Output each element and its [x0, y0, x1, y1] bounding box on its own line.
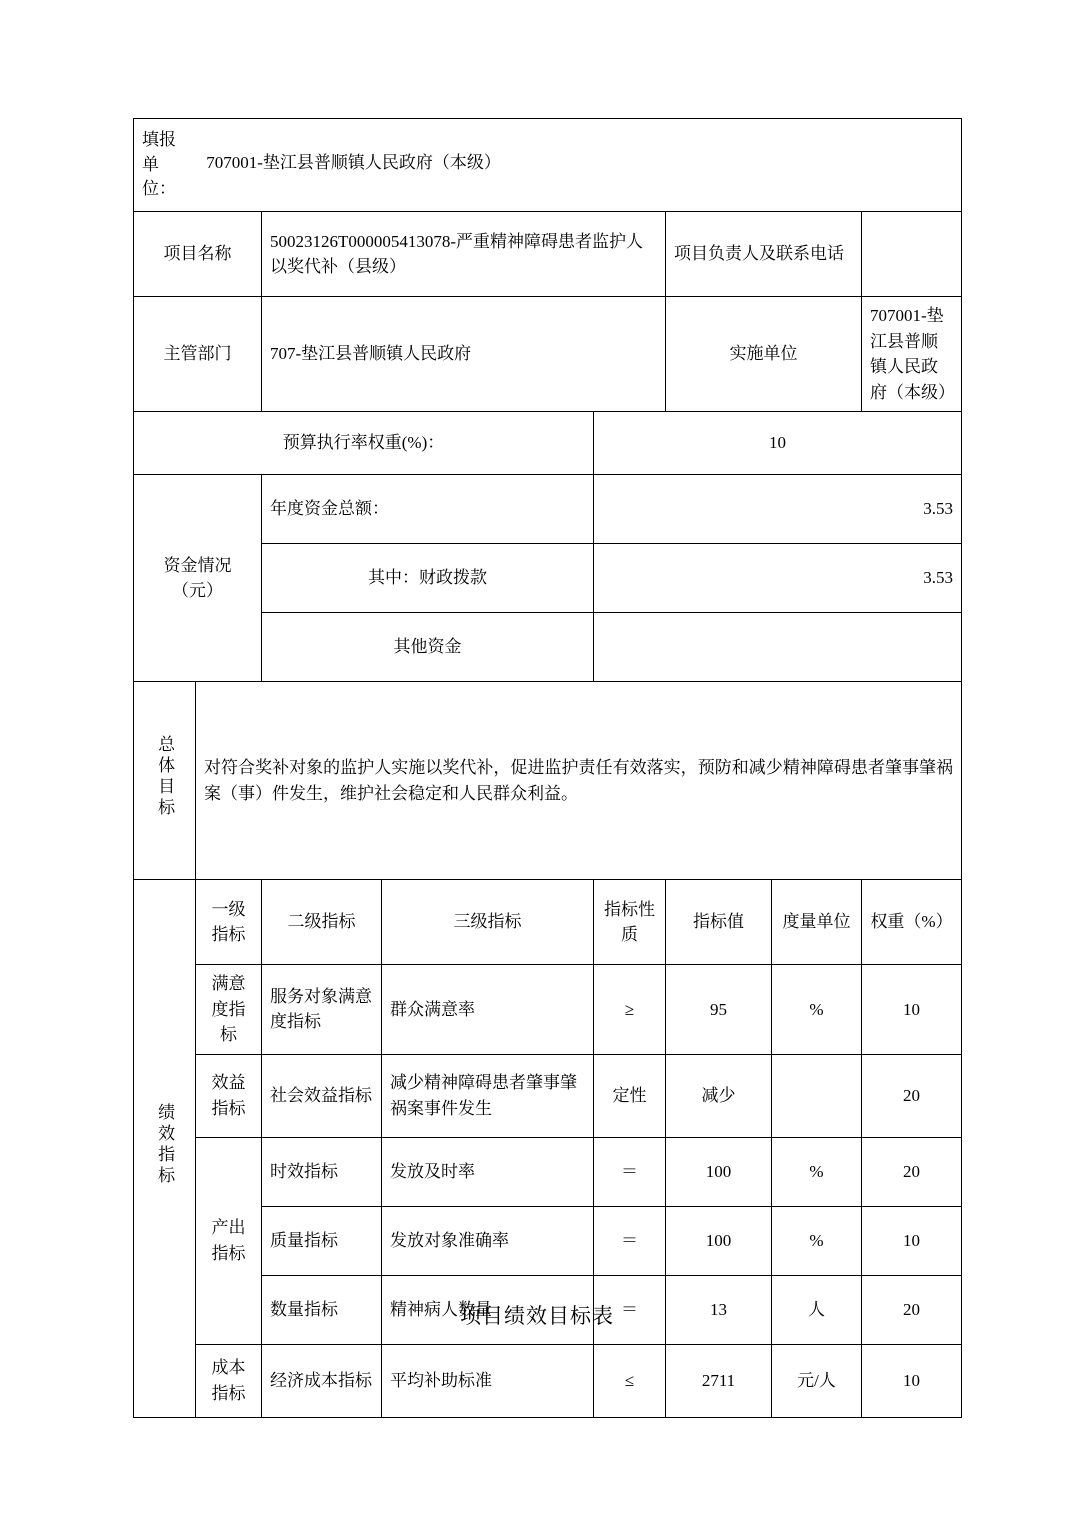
- filer-value: 707001-垫江县普顺镇人民政府（本级）: [206, 153, 501, 173]
- filer-row: [134, 119, 962, 212]
- table-row: [134, 965, 962, 1055]
- funds-row-total: [134, 475, 962, 544]
- row-value: 13: [666, 1275, 772, 1344]
- row-nature: ≤: [594, 1344, 666, 1417]
- unit-label: 实施单位: [666, 297, 862, 412]
- row-level3: 减少精神障碍患者肇事肇祸案事件发生: [382, 1054, 594, 1137]
- table-row: [134, 1137, 962, 1206]
- row-level1: 满意度指标: [196, 965, 262, 1055]
- row-unit: [772, 1054, 862, 1137]
- row-weight: 10: [862, 1206, 962, 1275]
- row-level1: 成本指标: [196, 1344, 262, 1417]
- filer-cell: [134, 119, 962, 212]
- project-name-row: [134, 212, 962, 297]
- main-table: [133, 118, 962, 1418]
- row-weight: 20: [862, 1137, 962, 1206]
- dept-value: 707-垫江县普顺镇人民政府: [262, 297, 666, 412]
- header-level2: 二级指标: [262, 880, 382, 965]
- header-value: 指标值: [666, 880, 772, 965]
- row-value: 100: [666, 1206, 772, 1275]
- filer-label-line3: 位：: [142, 179, 176, 199]
- header-unit: 度量单位: [772, 880, 862, 965]
- overall-goal-label: [134, 682, 196, 880]
- unit-value: 707001-垫江县普顺镇人民政府（本级）: [862, 297, 962, 412]
- header-nature: 指标性质: [594, 880, 666, 965]
- row-unit: 人: [772, 1275, 862, 1344]
- performance-goal-sheet: [133, 118, 961, 1418]
- header-level3: 三级指标: [382, 880, 594, 965]
- page-title: 项目绩效目标表: [460, 1304, 614, 1328]
- funds-value-2: [594, 613, 962, 682]
- dept-label: 主管部门: [134, 297, 262, 412]
- row-level3: 群众满意率: [382, 965, 594, 1055]
- budget-weight-label: 预算执行率权重(%)：: [134, 412, 594, 475]
- row-nature: ≥: [594, 965, 666, 1055]
- row-weight: 20: [862, 1054, 962, 1137]
- overall-goal-text: 对符合奖补对象的监护人实施以奖代补，促进监护责任有效落实，预防和减少精神障碍患者肇事肇祸案（事）件发生，维护社会稳定和人民群众利益。: [196, 682, 962, 880]
- row-level3: 发放及时率: [382, 1137, 594, 1206]
- row-level2: 服务对象满意度指标: [262, 965, 382, 1055]
- row-nature: ＝: [594, 1137, 666, 1206]
- row-unit: %: [772, 965, 862, 1055]
- filer-label: [142, 128, 176, 202]
- row-unit: %: [772, 1206, 862, 1275]
- funds-name-0: 年度资金总额：: [262, 475, 594, 544]
- row-value: 2711: [666, 1344, 772, 1417]
- project-owner-label: 项目负责人及联系电话: [666, 212, 862, 297]
- project-name-label: 项目名称: [134, 212, 262, 297]
- row-level3: 精神病人数量: [382, 1275, 594, 1344]
- performance-label-text: 绩效指标: [155, 1102, 175, 1187]
- row-level2: 社会效益指标: [262, 1054, 382, 1137]
- filer-label-line1: 填报: [142, 130, 176, 150]
- row-value: 100: [666, 1137, 772, 1206]
- funds-value-1: 3.53: [594, 544, 962, 613]
- funds-label-line2: （元）: [172, 581, 223, 600]
- header-weight: 权重（%）: [862, 880, 962, 965]
- table-row: [134, 1054, 962, 1137]
- budget-weight-value: 10: [594, 412, 962, 475]
- row-level1: 产出指标: [196, 1137, 262, 1344]
- project-name-value: 50023126T000005413078-严重精神障碍患者监护人以奖代补（县级）: [262, 212, 666, 297]
- row-level3: 平均补助标准: [382, 1344, 594, 1417]
- filer-label-line2: 单: [142, 154, 159, 174]
- row-value: 减少: [666, 1054, 772, 1137]
- funds-label-line1: 资金情况: [163, 555, 232, 575]
- row-weight: 20: [862, 1275, 962, 1344]
- row-level2: 数量指标: [262, 1275, 382, 1344]
- row-weight: 10: [862, 1344, 962, 1417]
- budget-weight-row: [134, 412, 962, 475]
- funds-value-0: 3.53: [594, 475, 962, 544]
- overall-goal-label-text: 总体目标: [155, 734, 175, 819]
- row-level1: 效益指标: [196, 1054, 262, 1137]
- department-row: [134, 297, 962, 412]
- funds-name-2: 其他资金: [262, 613, 594, 682]
- row-unit: %: [772, 1137, 862, 1206]
- row-level2: 质量指标: [262, 1206, 382, 1275]
- row-nature: 定性: [594, 1054, 666, 1137]
- row-level3: 发放对象准确率: [382, 1206, 594, 1275]
- project-owner-value: [862, 212, 962, 297]
- table-row: [134, 1344, 962, 1417]
- performance-label: [134, 880, 196, 1418]
- row-value: 95: [666, 965, 772, 1055]
- funds-name-1: 其中：财政拨款: [262, 544, 594, 613]
- row-weight: 10: [862, 965, 962, 1055]
- row-unit: 元/人: [772, 1344, 862, 1417]
- performance-header-row: [134, 880, 962, 965]
- funds-label: [134, 475, 262, 682]
- row-level2: 时效指标: [262, 1137, 382, 1206]
- row-nature: ＝: [594, 1275, 666, 1344]
- header-level1: 一级指标: [196, 880, 262, 965]
- overall-goal-row: [134, 682, 962, 880]
- row-level2: 经济成本指标: [262, 1344, 382, 1417]
- row-nature: ＝: [594, 1206, 666, 1275]
